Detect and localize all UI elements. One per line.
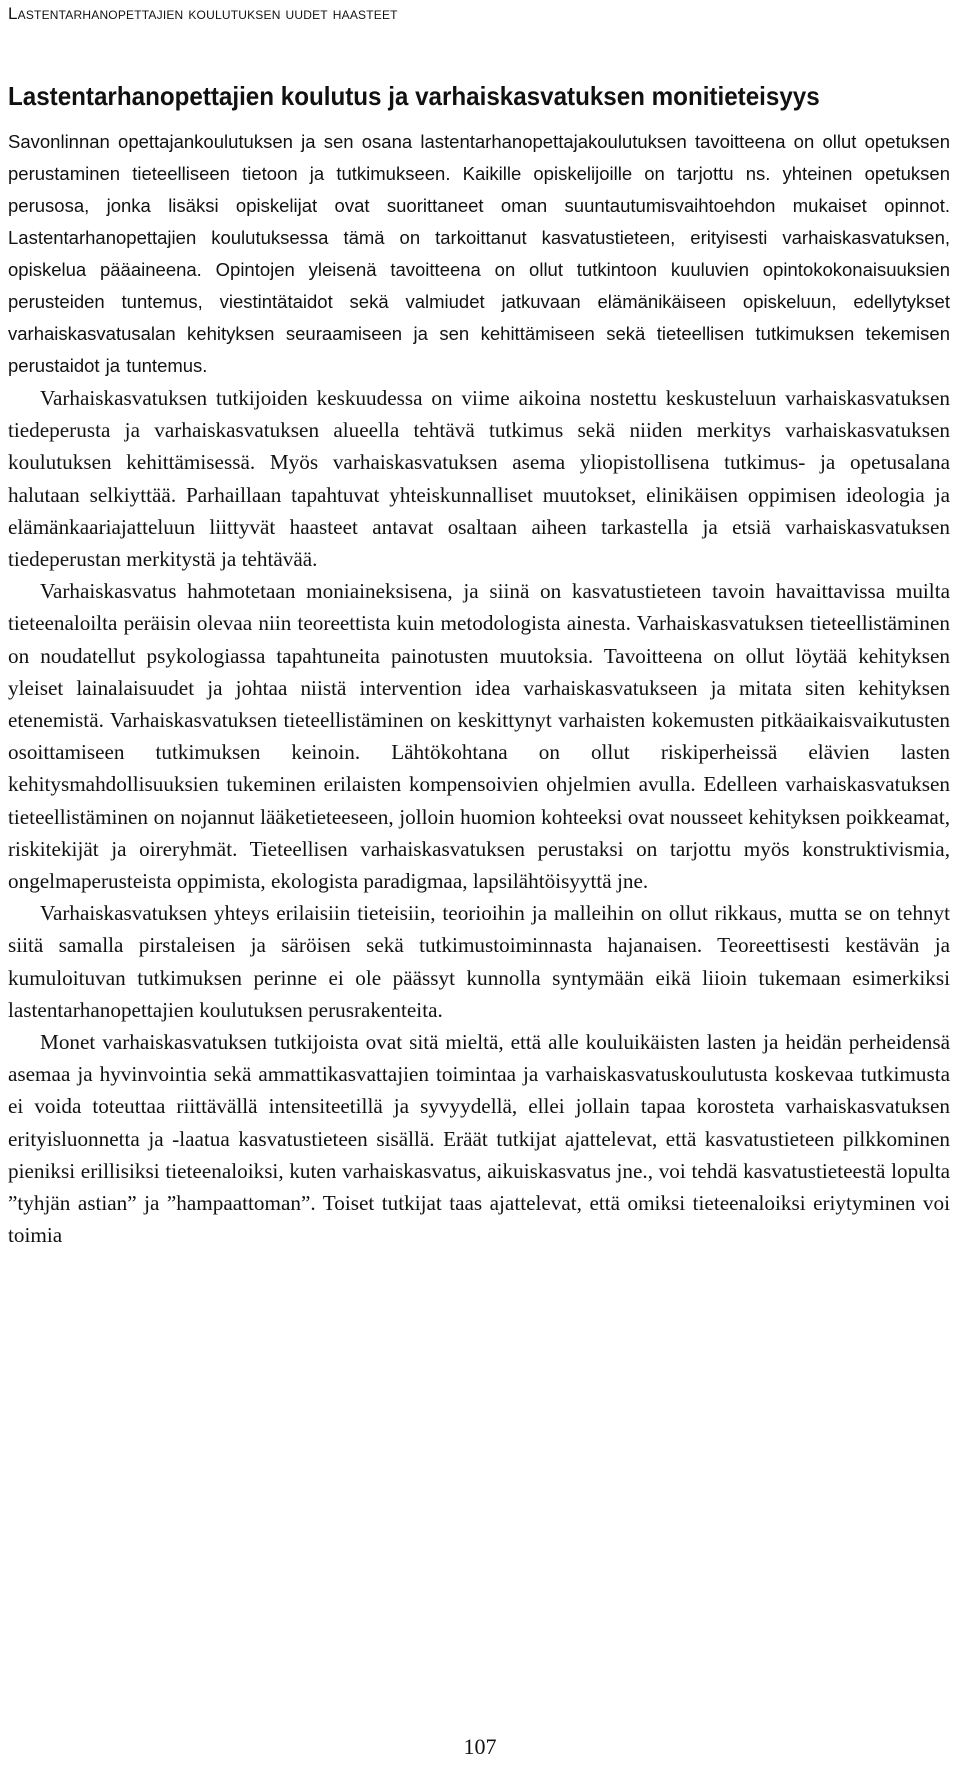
article-body <box>8 126 950 1251</box>
body-paragraph: Varhaiskasvatuksen yhteys erilaisiin tieteisiin, teorioihin ja malleihin on ollut rikkaus, mutta se on tehnyt siitä samalla pirstaleisen ja säröisen sekä tutkimustoiminnasta hajanaisen. Teoreettisesti kestävän ja kumuloituvan tutkimuksen perinne ei ole päässyt kunnolla syntymään eikä liioin tukemaan esimerkiksi lastentarhanopettajien koulutuksen perusrakenteita. <box>8 901 950 1022</box>
body-paragraph: Monet varhaiskasvatuksen tutkijoista ovat sitä mieltä, että alle kouluikäisten lasten ja heidän perheidensä asemaa ja hyvinvointia sekä ammattikasvattajien toimintaa ja varhaiskasvatuskoulutusta koskevaa tutkimusta ei voida toteuttaa riittävällä intensiteetillä ja syvyydellä, ellei jollain tapaa korosteta varhaiskasvatuksen erityisluonnetta ja -laatua kasvatustieteen sisällä. Eräät tutkijat ajattelevat, että kasvatustieteen pilkkominen pieniksi erillisiksi tieteenaloiksi, kuten varhaiskasvatus, aikuiskasvatus jne., voi tehdä kasvatustieteestä lopulta ”tyhjän astian” ja ”hampaattoman”. Toiset tutkijat taas ajattelevat, että omiksi tieteenaloiksi eriytyminen voi toimia <box>8 1030 950 1248</box>
article-title: Lastentarhanopettajien koulutus ja varhaiskasvatuksen monitieteisyys <box>8 81 820 111</box>
running-header: Lastentarhanopettajien koulutuksen uudet haasteet <box>8 4 398 23</box>
intro-paragraph: Savonlinnan opettajankoulutuksen ja sen osana lastentarhanopettajakoulutuksen tavoitteena on ollut opetuksen perustaminen tieteelliseen tietoon ja tutkimukseen. Kaikille opiskelijoille on tarjottu ns. yhteinen opetuksen perusosa, jonka lisäksi opiskelijat ovat suorittaneet oman suuntautumisvaihtoehdon mukaiset opinnot. Lastentarhanopettajien koulutuksessa tämä on tarkoittanut kasvatustieteen, erityisesti varhaiskasvatuksen, opiskelua pääaineena. Opintojen yleisenä tavoitteena on ollut tutkintoon kuuluvien opintokokonaisuuksien perusteiden tuntemus, viestintätaidot sekä valmiudet jatkuvaan elämänikäiseen opiskeluun, edellytykset varhaiskasvatusalan kehityksen seuraamiseen ja sen kehittämiseen sekä tieteellisen tutkimuksen tekemisen perustaidot ja tuntemus. <box>8 131 950 376</box>
page-number: 107 <box>463 1734 497 1759</box>
body-paragraph: Varhaiskasvatus hahmotetaan moniaineksisena, ja siinä on kasvatustieteen tavoin havaittavissa muilta tieteenaloilta peräisin olevaa niin teoreettista kuin metodologista ainesta. Varhaiskasvatuksen tieteellistäminen on noudatellut psykologiassa tapahtuneita painotusten muutoksia. Tavoitteena on ollut löytää kehityksen yleiset lainalaisuudet ja johtaa niistä intervention idea varhaiskasvatukseen ja mitata siten kehityksen etenemistä. Varhaiskasvatuksen tieteellistäminen on keskittynyt varhaisten kokemusten pitkäaikaisvaikutusten osoittamiseen tutkimuksen keinoin. Lähtökohtana on ollut riskiperheissä elävien lasten kehitysmahdollisuuksien tukeminen erilaisten kompensoivien ohjelmien avulla. Edelleen varhaiskasvatuksen tieteellistäminen on nojannut lääketieteeseen, jolloin huomion kohteeksi ovat nousseet kehityksen poikkeamat, riskitekijät ja oireryhmät. Tieteellisen varhaiskasvatuksen perustaksi on tarjottu myös konstruktivismia, ongelmaperusteista oppimista, ekologista paradigmaa, lapsilähtöisyyttä jne. <box>8 579 950 894</box>
body-paragraph: Varhaiskasvatuksen tutkijoiden keskuudessa on viime aikoina nostettu keskusteluun varhaiskasvatuksen tiedeperusta ja varhaiskasvatuksen alueella tehtävä tutkimus sekä niiden merkitys varhaiskasvatuksen koulutuksen kehittämisessä. Myös varhaiskasvatuksen asema yliopistollisena tutkimus- ja opetusalana halutaan selkiyttää. Parhaillaan tapahtuvat yhteiskunnalliset muutokset, elinikäisen oppimisen ideologia ja elämänkaariajatteluun liittyvät haasteet antavat osaltaan aiheen tarkastella ja etsiä varhaiskasvatuksen tiedeperustan merkitystä ja tehtävää. <box>8 386 950 572</box>
